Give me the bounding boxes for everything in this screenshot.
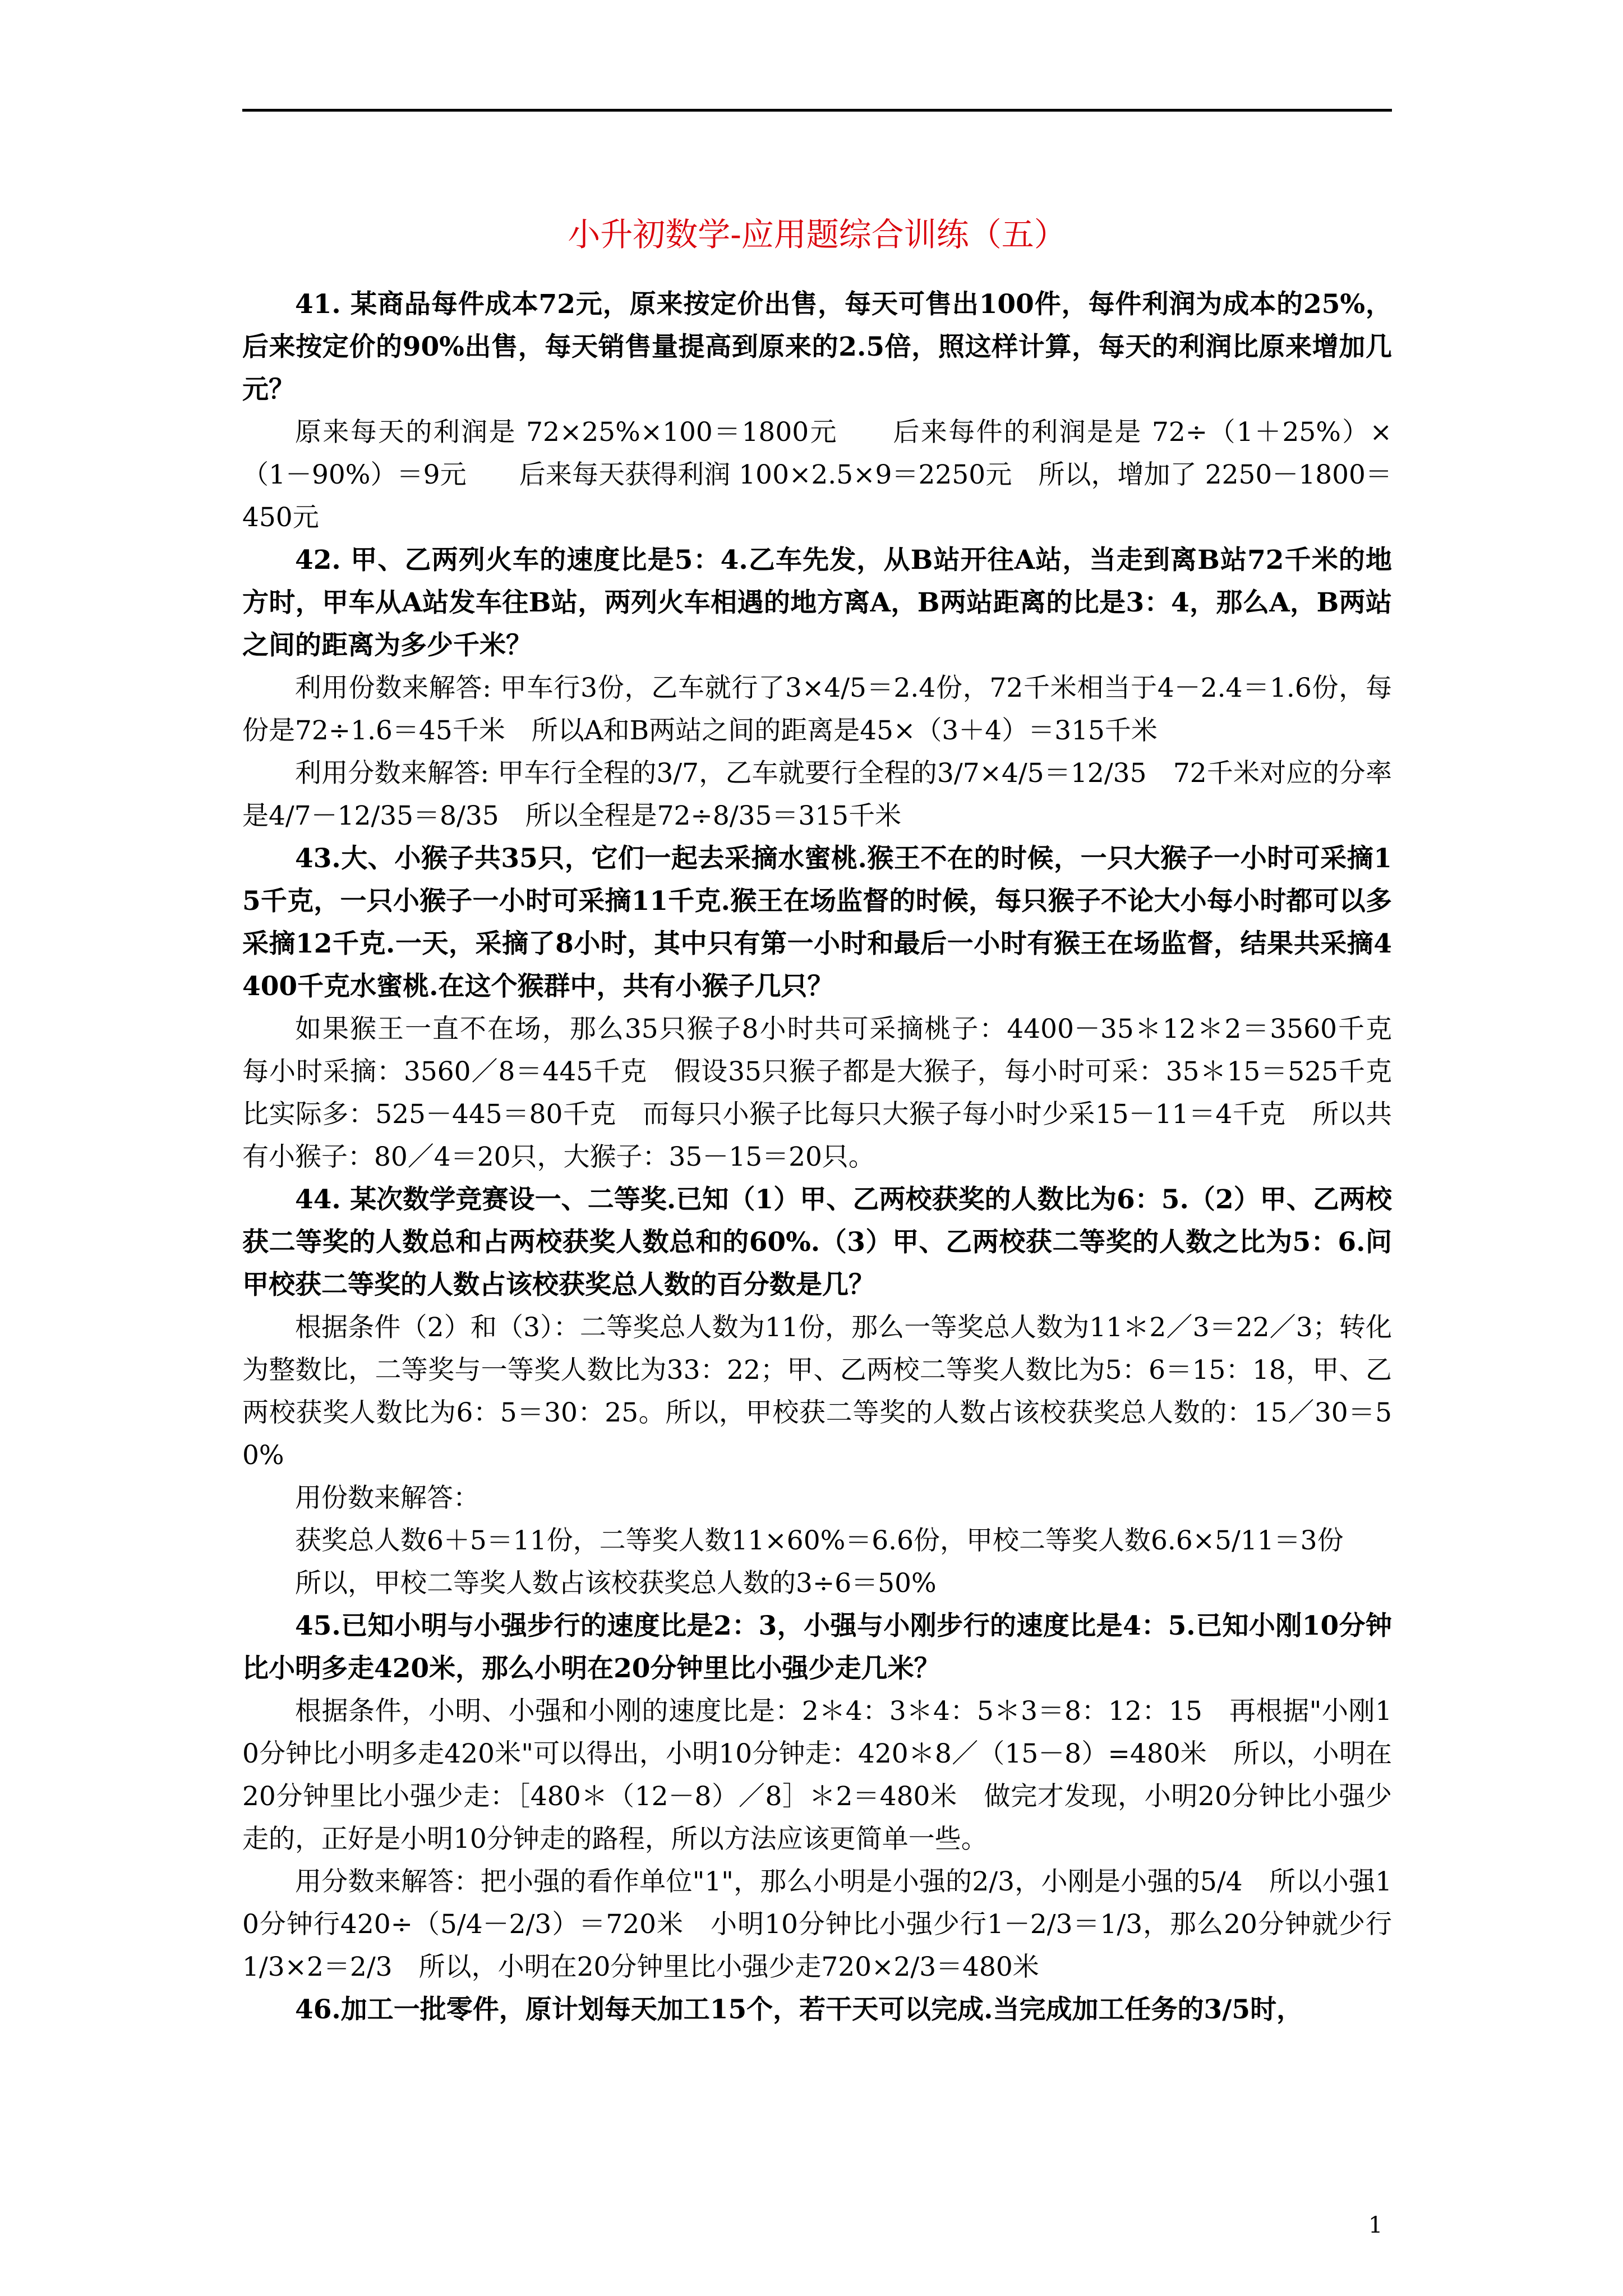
question-41: 41. 某商品每件成本72元，原来按定价出售，每天可售出100件，每件利润为成本的25%，后来按定价的90%出售，每天销售量提高到原来的2.5倍，照这样计算，每天的利润比原来增加几元？ (242, 289, 1392, 405)
answer-45-method-1: 根据条件，小明、小强和小刚的速度比是：2＊4：3＊4：5＊3＝8：12：15 再根据"小刚10分钟比小明多走420米"可以得出，小明10分钟走：420＊8／（15－8）=480米 所以，小明在20分钟里比小强少走：［480＊（12－8）／8］＊2＝480米 做完才发现，小明20分钟比小强少走的，正好是小明10分钟走的路程，所以方法应该更简单一些。 (242, 1696, 1392, 1855)
question-42: 42. 甲、乙两列火车的速度比是5：4.乙车先发，从B站开往A站，当走到离B站72千米的地方时，甲车从A站发车往B站，两列火车相遇的地方离A，B两站距离的比是3：4，那么A，B两站之间的距离为多少千米？ (242, 545, 1392, 661)
answer-44-method-2-step: 获奖总人数6＋5＝11份，二等奖人数11×60%＝6.6份，甲校二等奖人数6.6×5/11＝3份 (295, 1525, 1344, 1556)
answer-42-method-2: 利用分数来解答: 甲车行全程的3/7，乙车就要行全程的3/7×4/5＝12/35 72千米对应的分率是4/7－12/35＝8/35 所以全程是72÷8/35＝315千米 (242, 758, 1392, 831)
question-44: 44. 某次数学竞赛设一、二等奖.已知（1）甲、乙两校获奖的人数比为6：5.（2）甲、乙两校获二等奖的人数总和占两校获奖人数总和的60%.（3）甲、乙两校获二等奖的人数之比为5：6.问甲校获二等奖的人数占该校获奖总人数的百分数是几？ (242, 1184, 1392, 1300)
answer-41: 原来每天的利润是 72×25%×100＝1800元 后来每件的利润是是 72÷（1＋25%）×（1－90%）＝9元 后来每天获得利润 100×2.5×9＝2250元 所以，增加了 2250－1800＝450元 (242, 417, 1392, 533)
answer-44-method-2-heading: 用份数来解答： (295, 1483, 479, 1513)
document-body (242, 283, 1418, 2031)
answer-45-method-2: 用分数来解答：把小强的看作单位"1"，那么小明是小强的2/3，小刚是小强的5/4 所以小强10分钟行420÷（5/4－2/3）＝720米 小明10分钟比小强少行1－2/3＝1/3，那么20分钟就少行1/3×2＝2/3 所以，小明在20分钟里比小强少走720×2/3＝480米 (242, 1866, 1392, 1982)
answer-42-method-1: 利用份数来解答: 甲车行3份，乙车就行了3×4/5＝2.4份，72千米相当于4－2.4＝1.6份，每份是72÷1.6＝45千米 所以A和B两站之间的距离是45×（3＋4）＝315千米 (242, 673, 1392, 746)
page-number: 1 (1368, 2212, 1383, 2238)
answer-44-method-2-result: 所以，甲校二等奖人数占该校获奖总人数的3÷6＝50% (295, 1568, 937, 1599)
question-46: 46.加工一批零件，原计划每天加工15个，若干天可以完成.当完成加工任务的3/5时， (295, 1994, 1303, 2025)
page-title: 小升初数学-应用题综合训练（五） (568, 215, 1067, 254)
header-rule (242, 109, 1392, 112)
answer-43: 如果猴王一直不在场，那么35只猴子8小时共可采摘桃子：4400－35＊12＊2＝3560千克 每小时采摘：3560／8＝445千克 假设35只猴子都是大猴子，每小时可采：35＊15＝525千克 比实际多：525－445＝80千克 而每只小猴子比每只大猴子每小时少采15－11＝4千克 所以共有小猴子：80／4＝20只，大猴子：35－15＝20只。 (242, 1014, 1418, 1172)
question-43: 43.大、小猴子共35只，它们一起去采摘水蜜桃.猴王不在的时候，一只大猴子一小时可采摘15千克，一只小猴子一小时可采摘11千克.猴王在场监督的时候，每只猴子不论大小每小时都可以多采摘12千克.一天，采摘了8小时，其中只有第一小时和最后一小时有猴王在场监督，结果共采摘4400千克水蜜桃.在这个猴群中，共有小猴子几只？ (242, 843, 1392, 1002)
question-45: 45.已知小明与小强步行的速度比是2：3，小强与小刚步行的速度比是4：5.已知小刚10分钟比小明多走420米，那么小明在20分钟里比小强少走几米？ (242, 1611, 1392, 1684)
answer-44-method-1: 根据条件（2）和（3）：二等奖总人数为11份，那么一等奖总人数为11＊2／3＝22／3；转化为整数比，二等奖与一等奖人数比为33：22；甲、乙两校二等奖人数比为5：6＝15：18，甲、乙两校获奖人数比为6：5＝30：25。所以，甲校获二等奖的人数占该校获奖总人数的：15／30＝50% (242, 1312, 1392, 1471)
